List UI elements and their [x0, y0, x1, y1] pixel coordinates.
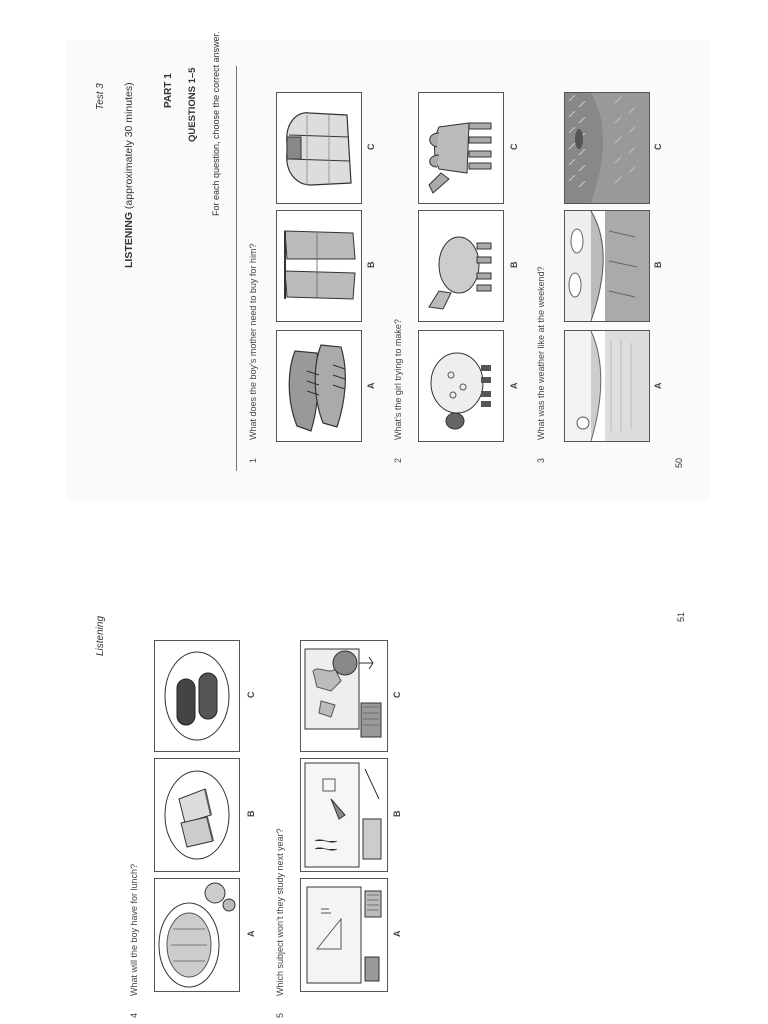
- header-divider: [236, 66, 237, 471]
- q1-option-b-label: B: [366, 261, 376, 268]
- question-1-number: 1: [248, 457, 258, 463]
- q2-option-b-label: B: [509, 261, 519, 268]
- listening-duration: (approximately 30 minutes): [123, 82, 135, 210]
- q1-option-a-picture[interactable]: [276, 330, 362, 442]
- q4-option-b-picture[interactable]: [154, 758, 240, 872]
- listening-header: Listening: [95, 615, 106, 656]
- q2-option-a-picture[interactable]: [418, 330, 504, 442]
- q1-option-a-label: A: [366, 382, 376, 389]
- geography-globe-icon: [301, 641, 387, 751]
- q3-option-c-label: C: [653, 143, 663, 150]
- question-4-number: 4: [129, 1012, 139, 1018]
- jacket-icon: [277, 93, 361, 203]
- q2-option-a-label: A: [509, 382, 519, 389]
- part-heading: PART 1: [163, 73, 174, 108]
- q1-option-b-picture[interactable]: [276, 210, 362, 322]
- science-desk-icon: [301, 759, 387, 871]
- question-5-text: Which subject won’t they study next year?: [275, 828, 285, 996]
- q5-option-a-picture[interactable]: [300, 878, 388, 992]
- page-number-51: 51: [676, 611, 686, 622]
- trousers-icon: [277, 211, 361, 321]
- test-header: Test 3: [95, 83, 106, 110]
- rainy-beach-icon: [565, 93, 649, 203]
- question-2-text: What’s the girl trying to make?: [393, 319, 403, 440]
- q3-option-a-picture[interactable]: [564, 330, 650, 442]
- sandwich-plate-icon: [155, 759, 239, 871]
- page-number-50: 50: [674, 457, 684, 468]
- q2-option-c-picture[interactable]: [418, 92, 504, 204]
- cloudy-beach-icon: [565, 211, 649, 321]
- question-1-text: What does the boy’s mother need to buy for him?: [248, 243, 258, 440]
- q1-option-c-label: C: [366, 143, 376, 150]
- question-2-number: 2: [393, 457, 403, 463]
- q5-option-c-label: C: [392, 691, 402, 698]
- q5-option-b-label: B: [392, 810, 402, 817]
- q3-option-b-picture[interactable]: [564, 210, 650, 322]
- instruction-text: For each question, choose the correct answer.: [211, 31, 221, 216]
- q3-option-c-picture[interactable]: [564, 92, 650, 204]
- sheep-icon: [419, 331, 503, 441]
- shoes-icon: [277, 331, 361, 441]
- maths-board-icon: [301, 879, 387, 991]
- q3-option-b-label: B: [653, 261, 663, 268]
- question-4-text: What will the boy have for lunch?: [129, 863, 139, 996]
- camel-icon: [419, 93, 503, 203]
- sunny-beach-icon: [565, 331, 649, 441]
- q4-option-b-label: B: [246, 810, 256, 817]
- q5-option-b-picture[interactable]: [300, 758, 388, 872]
- q3-option-a-label: A: [653, 382, 663, 389]
- q2-option-b-picture[interactable]: [418, 210, 504, 322]
- q5-option-c-picture[interactable]: [300, 640, 388, 752]
- q4-option-a-label: A: [246, 930, 256, 937]
- question-3-text: What was the weather like at the weekend?: [536, 266, 546, 440]
- listening-heading: [124, 82, 135, 268]
- q2-option-c-label: C: [509, 143, 519, 150]
- q4-option-a-picture[interactable]: [154, 878, 240, 992]
- listening-title: LISTENING: [123, 211, 135, 268]
- q1-option-c-picture[interactable]: [276, 92, 362, 204]
- question-3-number: 3: [536, 457, 546, 463]
- questions-heading: QUESTIONS 1–5: [187, 67, 198, 142]
- question-5-number: 5: [275, 1012, 285, 1018]
- sausage-plate-icon: [155, 641, 239, 751]
- q4-option-c-label: C: [246, 691, 256, 698]
- horse-icon: [419, 211, 503, 321]
- q5-option-a-label: A: [392, 930, 402, 937]
- q4-option-c-picture[interactable]: [154, 640, 240, 752]
- pancake-plate-icon: [155, 879, 239, 991]
